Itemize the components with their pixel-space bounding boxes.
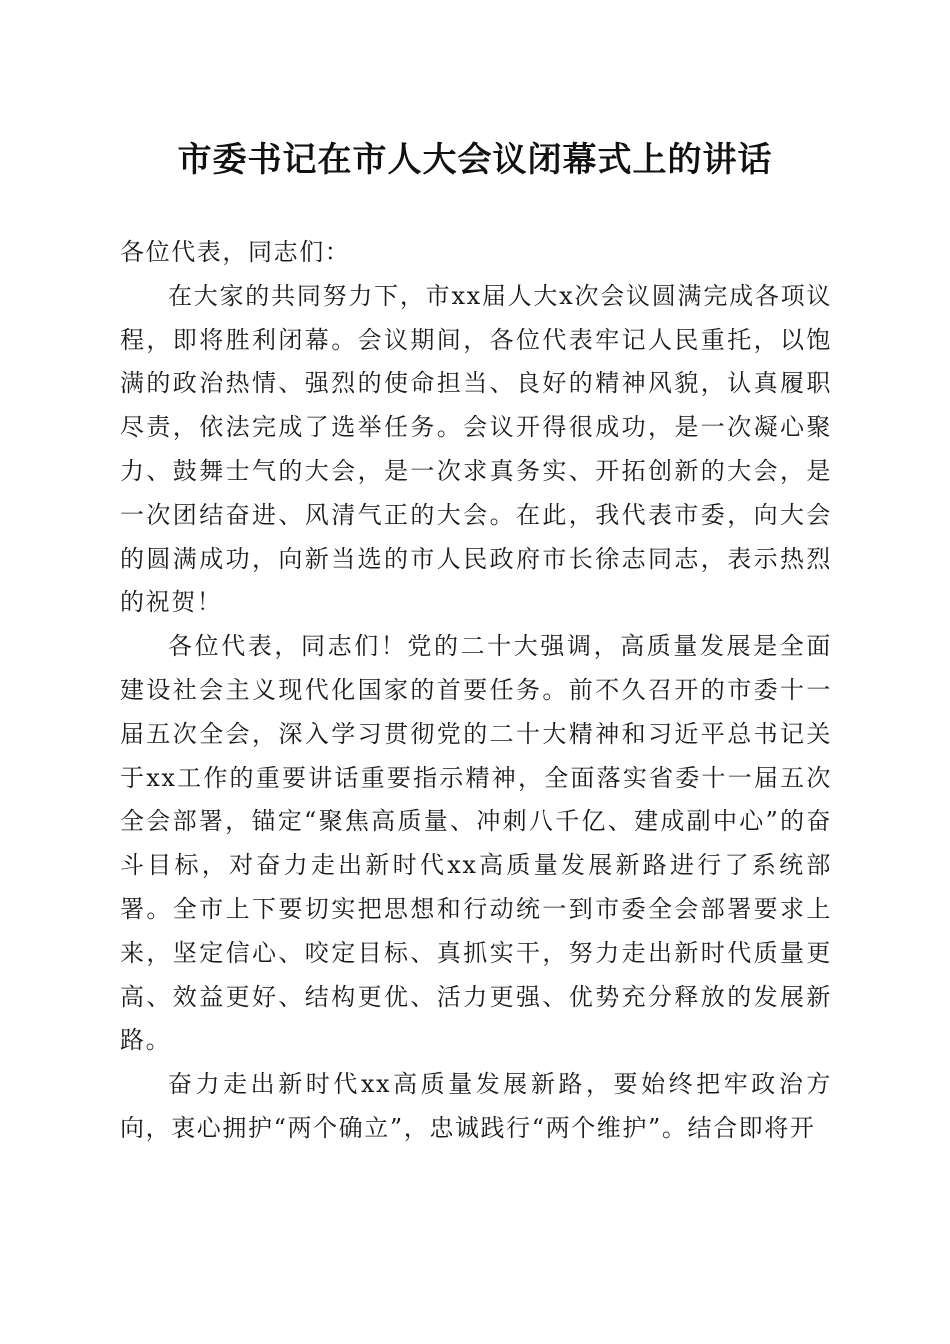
paragraph-2: 各位代表，同志们！党的二十大强调，高质量发展是全面建设社会主义现代化国家的首要任务。前不久召开的市委十一届五次全会，深入学习贯彻党的二十大精神和习近平总书记关于xx工作的重要讲话重要指示精神，全面落实省委十一届五次全会部署，锚定“聚焦高质量、冲刺八千亿、建成副中心”的奋斗目标，对奋力走出新时代xx高质量发展新路进行了系统部署。全市上下要切实把思想和行动统一到市委全会部署要求上来，坚定信心、咬定目标、真抓实干，努力走出新时代质量更高、效益更好、结构更优、活力更强、优势充分释放的发展新路。 bbox=[120, 632, 832, 1055]
salutation: 各位代表，同志们： bbox=[120, 238, 351, 266]
paragraph-1: 在大家的共同努力下，市xx届人大x次会议圆满完成各项议程，即将胜利闭幕。会议期间，各位代表牢记人民重托，以饱满的政治热情、强烈的使命担当、良好的精神风貌，认真履职尽责，依法完成了选举任务。会议开得很成功，是一次凝心聚力、鼓舞士气的大会，是一次求真务实、开拓创新的大会，是一次团结奋进、风清气正的大会。在此，我代表市委，向大会的圆满成功，向新当选的市人民政府市长徐志同志，表示热烈的祝贺！ bbox=[120, 281, 832, 617]
document-body bbox=[120, 231, 832, 1151]
paragraph-3: 奋力走出新时代xx高质量发展新路，要始终把牢政治方向，衷心拥护“两个确立”，忠诚践行“两个维护”。结合即将开 bbox=[120, 1070, 832, 1142]
document-title: 市委书记在市人大会议闭幕式上的讲话 bbox=[177, 140, 773, 180]
